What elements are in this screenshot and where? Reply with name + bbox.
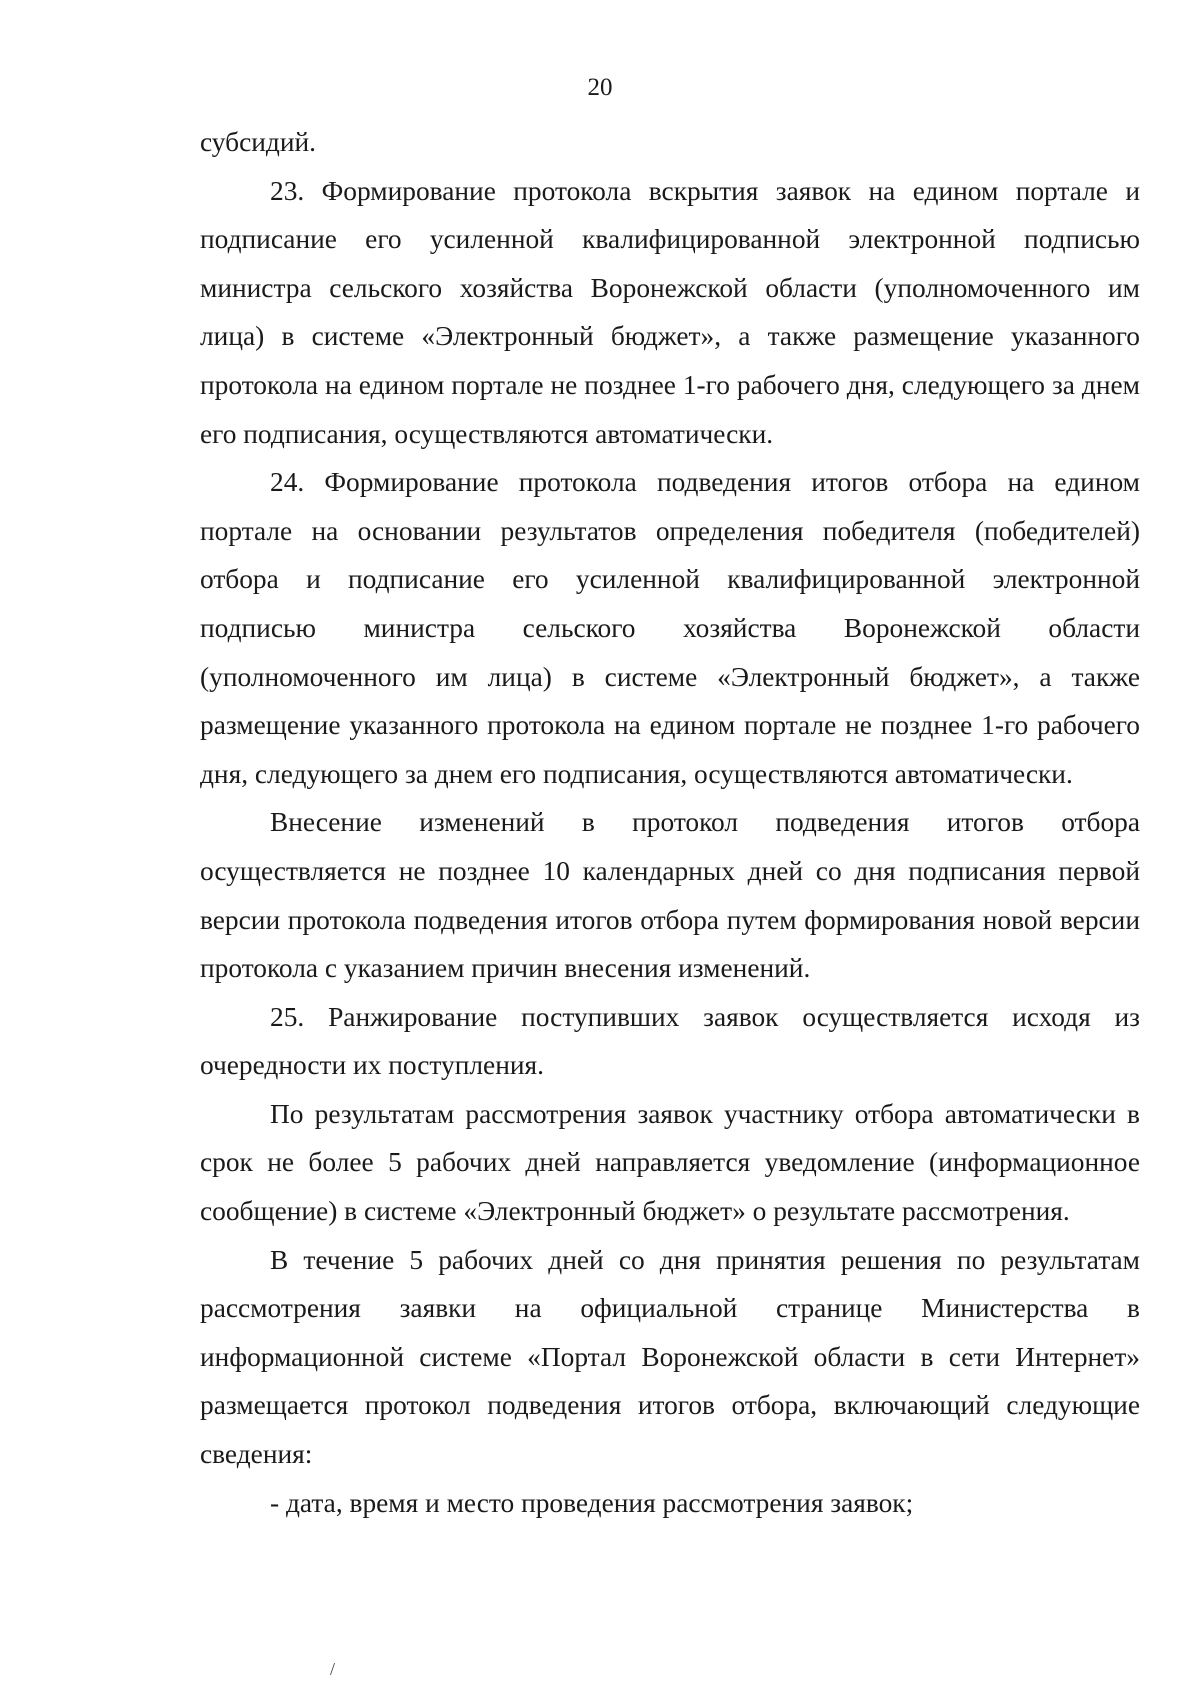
paragraph-item-25: 25. Ранжирование поступивших заявок осуществляется исходя из очередности их поступления.	[200, 1001, 1140, 1081]
paragraph-publication: В течение 5 рабочих дней со дня принятия решения по результатам рассмотрения заявки на официальной странице Министерства в информационной системе «Портал Воронежской области в сети Интернет» размещается протокол подведения итогов отбора, включающий следующие сведения:	[200, 1244, 1140, 1470]
list-item-date-time-place: - дата, время и место проведения рассмотрения заявок;	[270, 1487, 914, 1518]
paragraph-notification: По результатам рассмотрения заявок участнику отбора автоматически в срок не более 5 рабочих дней направляется уведомление (информационное сообщение) в системе «Электронный бюджет» о результате рассмотрения.	[200, 1098, 1140, 1227]
paragraph-protocol-changes: Внесение изменений в протокол подведения итогов отбора осуществляется не позднее 10 календарных дней со дня подписания первой версии протокола подведения итогов отбора путем формирования новой версии протокола с указанием причин внесения изменений.	[200, 807, 1140, 984]
paragraph-item-23: 23. Формирование протокола вскрытия заявок на едином портале и подписание его усиленной квалифицированной электронной подписью министра сельского хозяйства Воронежской области (уполномоченного им лица) в системе «Электронный бюджет», а также размещение указанного протокола на едином портале не позднее 1-го рабочего дня, следующего за днем его подписания, осуществляются автоматически.	[200, 175, 1140, 449]
paragraph-item-24: 24. Формирование протокола подведения итогов отбора на едином портале на основании результатов определения победителя (победителей) отбора и подписание его усиленной квалифицированной электронной подписью министра сельского хозяйства Воронежской области (уполномоченного им лица) в системе «Электронный бюджет», а также размещение указанного протокола на едином портале не позднее 1-го рабочего дня, следующего за днем его подписания, осуществляются автоматически.	[200, 467, 1140, 789]
document-body	[200, 118, 1140, 1527]
page-number: 20	[587, 74, 613, 101]
scan-mark: /	[330, 1659, 336, 1679]
paragraph-continuation: субсидий.	[200, 127, 316, 157]
